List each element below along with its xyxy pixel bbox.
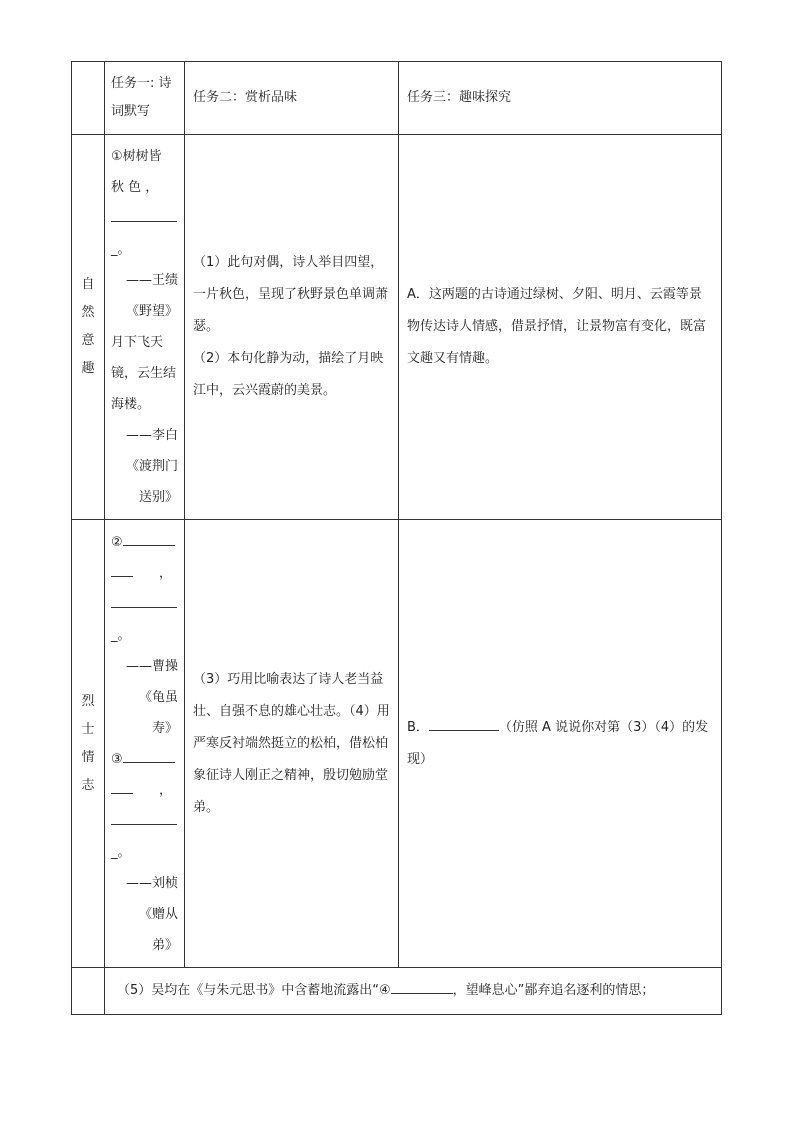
poem-recitation-cell-2 — [105, 520, 185, 968]
poem-line: _。 — [111, 844, 131, 860]
explore-cell-2 — [399, 520, 722, 968]
poem-title: 《野望》 — [125, 304, 178, 319]
poem-line: 月下飞天 — [111, 335, 164, 350]
row-label-nature — [72, 135, 105, 520]
analysis-text: （1）此句对偶，诗人举目四望，一片秋色，呈现了秋野景色单调萧瑟。 — [193, 255, 389, 334]
header-task1 — [105, 62, 185, 135]
fill-blank[interactable] — [111, 203, 178, 234]
row-label-ambition — [72, 520, 105, 968]
row-ambition — [72, 520, 722, 968]
poem-author: ——刘桢 — [125, 875, 178, 891]
footer-empty-cell — [72, 968, 105, 1015]
poem-title: 寿》 — [151, 720, 178, 736]
poem-line: ①树树皆 — [111, 149, 162, 164]
analysis-text: （2）本句化静为动，描绘了月映江中，云兴霞蔚的美景。 — [193, 351, 384, 398]
poem-title: 《赠从 — [138, 906, 178, 922]
label-char: 自 — [81, 277, 95, 292]
fill-blank[interactable] — [111, 775, 178, 806]
task1-label: 任务一: 诗词默写 — [111, 76, 172, 119]
appreciation-cell-2 — [185, 520, 399, 968]
footer-row — [72, 968, 722, 1015]
explore-cell-1 — [399, 135, 722, 520]
header-row — [72, 62, 722, 135]
worksheet-table — [71, 61, 722, 1015]
poem-title: 弟》 — [151, 937, 178, 953]
item-number: ② — [111, 534, 123, 550]
label-char: 然 — [81, 305, 95, 320]
explore-text — [407, 712, 713, 776]
header-task3 — [399, 62, 722, 135]
fill-blank[interactable] — [111, 589, 178, 620]
row-nature — [72, 135, 722, 520]
footer-suffix: ，望峰息心”鄙弃追名逐利的情思； — [452, 983, 655, 998]
fill-blank[interactable] — [111, 527, 178, 558]
task3-label: 任务三：趣味探究 — [407, 90, 512, 105]
poem-title: 《渡荆门 — [125, 459, 178, 474]
item-number: ③ — [111, 751, 123, 767]
poem-title: 《龟虽 — [138, 689, 178, 705]
task2-label: 任务二：赏析品味 — [193, 90, 298, 105]
label-char: 志 — [81, 777, 95, 793]
answer-blank[interactable] — [429, 712, 499, 731]
footer-blank[interactable] — [391, 977, 453, 994]
header-task2 — [185, 62, 399, 135]
appreciation-cell-1 — [185, 135, 399, 520]
analysis-text: （3）巧用比喻表达了诗人老当益壮、自强不息的雄心壮志。（4）用严寒反衬端然挺立的松柏，借松柏象征诗人刚正之精神，殷切勉励堂弟。 — [193, 671, 390, 815]
poem-author: ——李白 — [125, 428, 178, 443]
poem-recitation-cell-1 — [105, 135, 185, 520]
label-char: 趣 — [81, 361, 95, 376]
footer-prefix: （5）吴均在《与朱元思书》中含蓄地流露出“④ — [117, 983, 391, 998]
explore-suffix: （仿照 A 说说你对第（3）（4）的发现） — [407, 719, 709, 767]
poem-line: 秋 色 ， — [111, 180, 159, 195]
fill-blank[interactable] — [111, 744, 178, 775]
poem-title: 送别》 — [138, 490, 178, 505]
label-char: 情 — [81, 749, 95, 765]
label-char: 意 — [81, 333, 95, 348]
comma: ， — [159, 565, 173, 581]
poem-line: 海楼。 — [111, 397, 151, 412]
fill-blank[interactable] — [111, 806, 178, 837]
explore-prefix: B． — [407, 719, 429, 735]
comma: ， — [159, 782, 173, 798]
poem-author: ——王绩 — [125, 273, 178, 288]
poem-line: _。 — [111, 242, 131, 257]
poem-line: 镜，云生结 — [111, 366, 177, 381]
label-char: 士 — [81, 721, 95, 737]
poem-line: _。 — [111, 627, 131, 643]
label-char: 烈 — [81, 693, 95, 709]
explore-text: A．这两题的古诗通过绿树、夕阳、明月、云霞等景物传达诗人情感，借景抒情，让景物富有变化，既富文趣又有情趣。 — [407, 287, 707, 366]
corner-cell — [72, 62, 105, 135]
footer-cell — [105, 968, 722, 1015]
poem-author: ——曹操 — [125, 658, 178, 674]
fill-blank[interactable] — [111, 558, 178, 589]
